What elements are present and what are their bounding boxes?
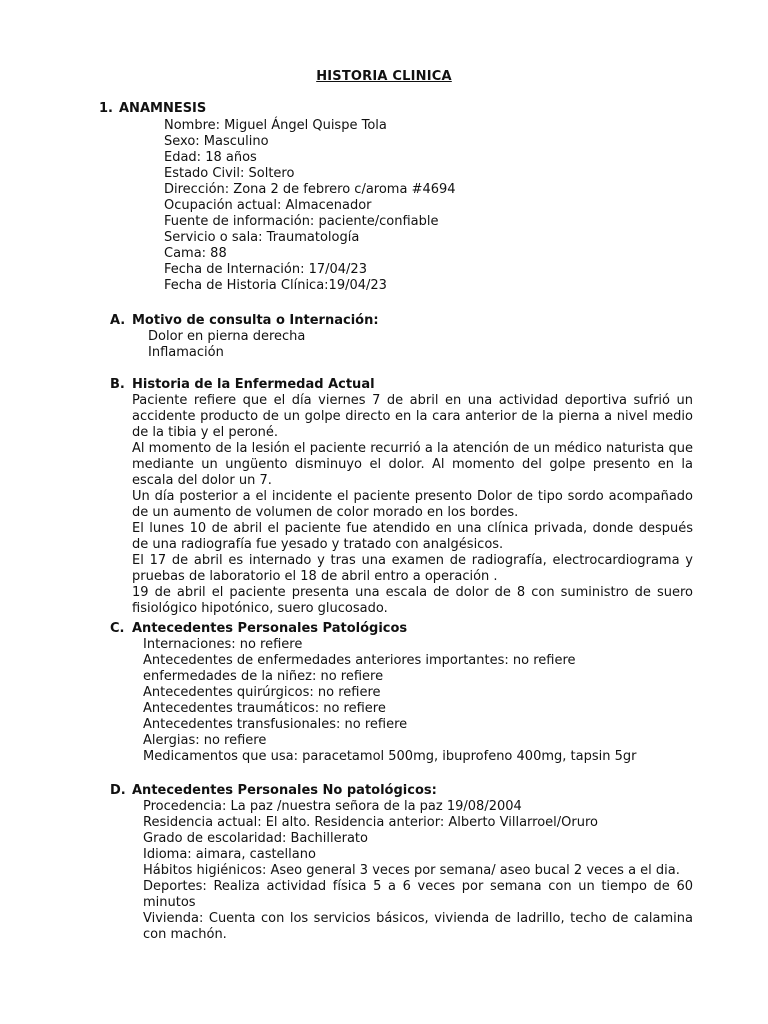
- field-estado-civil: Estado Civil: Soltero: [164, 166, 295, 181]
- list-item: Antecedentes transfusionales: no refiere: [143, 717, 408, 732]
- list-item: Procedencia: La paz /nuestra señora de la paz 19/08/2004: [143, 799, 522, 814]
- field-ocupacion: Ocupación actual: Almacenador: [164, 198, 372, 213]
- list-item: Vivienda: Cuenta con los servicios básicos, vivienda de ladrillo, techo de calamina con machón.: [143, 911, 693, 942]
- list-item: Antecedentes traumáticos: no refiere: [143, 701, 386, 716]
- list-item: enfermedades de la niñez: no refiere: [143, 669, 384, 684]
- list-item: Inflamación: [148, 345, 224, 360]
- section-heading-text: ANAMNESIS: [119, 101, 207, 116]
- paragraph: Al momento de la lesión el paciente recurrió a la atención de un médico naturista que mediante un ungüento disminuyo el dolor. Al momento del golpe presento en la escala del dolor un 7.: [132, 441, 693, 488]
- paragraph: 19 de abril el paciente presenta una escala de dolor de 8 con suministro de suero fisiológico hipotónico, suero glucosado.: [132, 585, 693, 616]
- anamnesis-fields: [164, 118, 456, 294]
- section-d-heading: [110, 783, 437, 799]
- list-item: Residencia actual: El alto. Residencia anterior: Alberto Villarroel/Oruro: [143, 815, 598, 830]
- section-heading-text: Antecedentes Personales No patológicos:: [132, 783, 437, 798]
- list-item: Hábitos higiénicos: Aseo general 3 veces por semana/ aseo bucal 2 veces a el dia.: [143, 863, 680, 878]
- field-nombre: Nombre: Miguel Ángel Quispe Tola: [164, 118, 387, 133]
- field-edad: Edad: 18 años: [164, 150, 257, 165]
- section-a-items: [148, 329, 305, 361]
- list-item: Medicamentos que usa: paracetamol 500mg, ibuprofeno 400mg, tapsin 5gr: [143, 749, 637, 764]
- section-c-items: [143, 637, 636, 765]
- field-servicio: Servicio o sala: Traumatología: [164, 230, 360, 245]
- field-direccion: Dirección: Zona 2 de febrero c/aroma #4694: [164, 182, 456, 197]
- section-b-text: [132, 393, 693, 617]
- section-letter: A.: [110, 313, 126, 328]
- paragraph: El 17 de abril es internado y tras una examen de radiografía, electrocardiograma y pruebas de laboratorio el 18 de abril entro a operación .: [132, 553, 693, 584]
- field-cama: Cama: 88: [164, 246, 227, 261]
- section-anamnesis-heading: [99, 101, 206, 117]
- paragraph: El lunes 10 de abril el paciente fue atendido en una clínica privada, donde después de una radiografía fue yesado y tratado con analgésicos.: [132, 521, 693, 552]
- section-c-heading: [110, 621, 407, 637]
- paragraph: Paciente refiere que el día viernes 7 de abril en una actividad deportiva sufrió un accidente producto de un golpe directo en la cara anterior de la pierna a nivel medio de la tibia y el peroné.: [132, 393, 693, 440]
- section-letter: B.: [110, 377, 125, 392]
- section-b-heading: [110, 377, 375, 393]
- document-title: HISTORIA CLINICA: [316, 69, 452, 84]
- field-fecha-historia: Fecha de Historia Clínica:19/04/23: [164, 278, 387, 293]
- section-number: 1.: [99, 101, 113, 116]
- field-fuente: Fuente de información: paciente/confiable: [164, 214, 439, 229]
- section-heading-text: Motivo de consulta o Internación:: [132, 313, 379, 328]
- field-sexo: Sexo: Masculino: [164, 134, 269, 149]
- section-heading-text: Historia de la Enfermedad Actual: [132, 377, 375, 392]
- section-a-heading: [110, 313, 379, 329]
- field-fecha-internacion: Fecha de Internación: 17/04/23: [164, 262, 367, 277]
- list-item: Grado de escolaridad: Bachillerato: [143, 831, 368, 846]
- paragraph: Un día posterior a el incidente el paciente presento Dolor de tipo sordo acompañado de un aumento de volumen de color morado en los bordes.: [132, 489, 693, 520]
- section-letter: C.: [110, 621, 125, 636]
- section-d-items: [143, 799, 693, 943]
- list-item: Antecedentes de enfermedades anteriores importantes: no refiere: [143, 653, 576, 668]
- section-heading-text: Antecedentes Personales Patológicos: [132, 621, 408, 636]
- list-item: Antecedentes quirúrgicos: no refiere: [143, 685, 381, 700]
- list-item: Dolor en pierna derecha: [148, 329, 306, 344]
- list-item: Alergias: no refiere: [143, 733, 267, 748]
- section-letter: D.: [110, 783, 126, 798]
- list-item: Internaciones: no refiere: [143, 637, 303, 652]
- list-item: Deportes: Realiza actividad física 5 a 6 veces por semana con un tiempo de 60 minutos: [143, 879, 693, 910]
- list-item: Idioma: aimara, castellano: [143, 847, 316, 862]
